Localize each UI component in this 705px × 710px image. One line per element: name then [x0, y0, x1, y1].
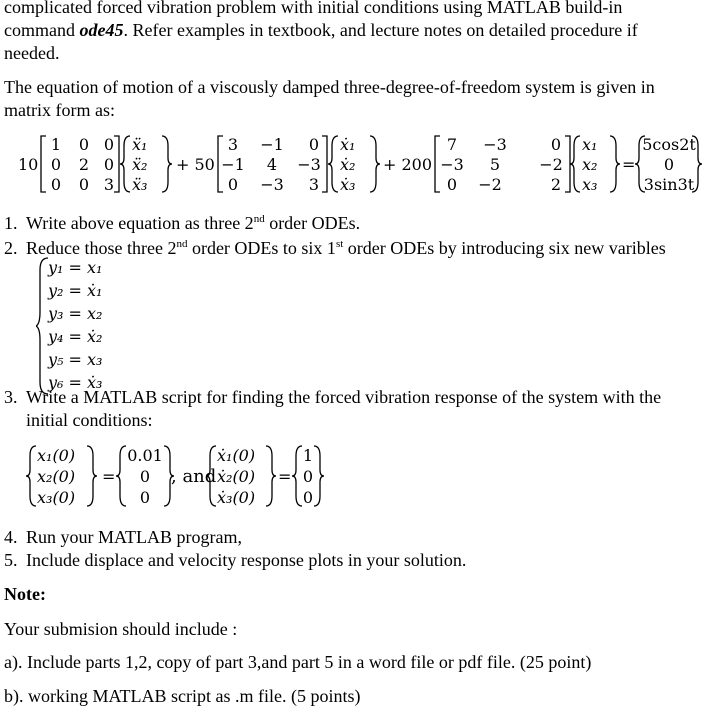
item-2-superscript-2: st [335, 238, 344, 250]
var-def-2: y₂ = ẋ₁ [48, 281, 103, 300]
item-1-superscript: nd [253, 213, 265, 225]
mass-cell: 0 [78, 135, 90, 154]
mass-cell: 0 [78, 175, 90, 194]
accel-entry: ẍ₂ [132, 155, 148, 174]
item-1-number: 1. [4, 213, 18, 233]
displacement-entry: x₁ [582, 135, 598, 154]
ic-equals-2: = [278, 467, 292, 486]
ic-vel-lhs: ẋ₃(0) [217, 488, 256, 507]
var-def-lhs: y₄ [48, 327, 64, 346]
velocity-entry: ẋ₁ [340, 135, 356, 154]
note-line-1: Your submision should include : [4, 619, 238, 639]
ode45-command: ode45 [79, 20, 124, 40]
displacement-entry: x₃ [582, 175, 598, 194]
item-5-text: Include displace and velocity response plots in your solution. [26, 550, 467, 570]
mass-cell: 1 [50, 135, 62, 154]
mass-cell: 0 [103, 155, 115, 174]
item-3 [4, 386, 661, 409]
note-line-3: b). working MATLAB script as .m file. (5 points) [4, 686, 361, 706]
accel-entry: ẍ₃ [132, 175, 148, 194]
ic-disp-lhs: x₁(0) [37, 446, 76, 465]
displacement-vector [582, 135, 597, 194]
var-def-lhs: y₆ [48, 373, 64, 392]
item-4 [4, 526, 242, 549]
intro-line-2-post: . Refer examples in textbook, and lecture notes on detailed procedure if [123, 20, 638, 40]
stiffness-cell: 0 [446, 175, 458, 194]
intro-line-2 [4, 19, 638, 42]
item-3-line-1: Write a MATLAB script for finding the forced vibration response of the system with the [26, 387, 662, 407]
item-2-superscript-1: nd [176, 238, 188, 250]
var-def-rhs: ẋ₁ [87, 281, 103, 300]
mass-cell: 0 [50, 155, 62, 174]
ic-disp-lhs: x₃(0) [37, 488, 76, 507]
var-def-6: y₆ = ẋ₃ [48, 373, 103, 392]
equals-sign: = [622, 155, 636, 174]
velocity-vector [340, 135, 355, 194]
ic-disp-value: 0 [139, 467, 151, 486]
var-def-rhs: x₃ [87, 350, 103, 369]
mass-coefficient: 10 [18, 155, 39, 174]
intro-line-2-pre: command [4, 20, 80, 40]
mass-cell: 2 [78, 155, 90, 174]
damping-matrix [221, 135, 321, 194]
velocity-entry: ẋ₃ [340, 175, 356, 194]
mass-cell: 0 [50, 175, 62, 194]
item-3-line-2: initial conditions: [26, 410, 153, 430]
initial-displacement-lhs [37, 446, 75, 507]
note-heading: Note: [4, 584, 46, 604]
mass-cell: 3 [103, 175, 115, 194]
item-4-text: Run your MATLAB program, [26, 527, 242, 547]
var-def-1: y₁ = x₁ [48, 258, 103, 277]
stiffness-cell: 7 [446, 135, 458, 154]
mass-matrix [51, 135, 114, 194]
damping-cell: −3 [260, 175, 284, 194]
var-def-rhs: x₁ [87, 258, 103, 277]
new-variables-system [36, 256, 156, 396]
force-entry: 3sin3t [643, 175, 695, 194]
var-def-3: y₃ = x₂ [48, 304, 103, 323]
damping-cell: 4 [266, 155, 278, 174]
ic-equals-1: = [102, 467, 116, 486]
ic-disp-value: 0 [139, 488, 151, 507]
velocity-entry: ẋ₂ [340, 155, 356, 174]
var-def-lhs: y₂ [48, 281, 64, 300]
stiffness-cell: −2 [478, 175, 502, 194]
stiffness-cell: 0 [550, 135, 562, 154]
damping-cell: −1 [221, 155, 245, 174]
equation-intro-line-1: The equation of motion of a viscously damped three-degree-of-freedom system is given in [4, 77, 655, 97]
item-1-text: Write above equation as three 2 [26, 213, 254, 233]
accel-entry: ẍ₁ [132, 135, 148, 154]
damping-cell: 0 [227, 175, 239, 194]
note-line-2: a). Include parts 1,2, copy of part 3,and part 5 in a word file or pdf file. (25 point) [4, 652, 592, 672]
item-5-number: 5. [4, 550, 18, 570]
stiffness-cell: −3 [440, 155, 464, 174]
stiffness-cell: 2 [550, 175, 562, 194]
ic-disp-value: 0.01 [127, 446, 163, 465]
var-def-lhs: y₁ [48, 258, 64, 277]
var-def-5: y₅ = x₃ [48, 350, 103, 369]
equation-of-motion [0, 128, 705, 202]
force-vector [642, 135, 696, 194]
intro-line-1: complicated forced vibration problem with initial conditions using MATLAB build-in [4, 0, 623, 17]
ic-vel-lhs: ẋ₁(0) [217, 446, 256, 465]
item-1 [4, 208, 360, 235]
damping-cell: −1 [260, 135, 284, 154]
damping-cell: 3 [308, 175, 320, 194]
initial-conditions [0, 440, 705, 514]
ic-vel-value: 1 [302, 446, 314, 465]
stiffness-cell: −3 [483, 135, 507, 154]
force-entry: 5cos2t [642, 135, 696, 154]
damping-cell: −3 [297, 155, 321, 174]
acceleration-vector [132, 135, 147, 194]
ic-vel-value: 0 [302, 488, 314, 507]
displacement-entry: x₂ [582, 155, 598, 174]
stiffness-cell: −2 [539, 155, 563, 174]
item-3-number: 3. [4, 387, 18, 407]
item-4-number: 4. [4, 527, 18, 547]
item-1-text-end: order ODEs. [264, 213, 361, 233]
var-def-lhs: y₅ [48, 350, 64, 369]
item-5 [4, 549, 466, 572]
equation-intro-line-2: matrix form as: [4, 100, 115, 120]
damping-coefficient: + 50 [176, 155, 215, 174]
initial-velocity-rhs [303, 446, 313, 507]
damping-cell: 0 [308, 135, 320, 154]
initial-displacement-rhs [127, 446, 163, 507]
ic-vel-lhs: ẋ₂(0) [217, 467, 256, 486]
item-2-text-mid: order ODEs to six 1 [187, 238, 336, 258]
var-def-rhs: x₂ [87, 304, 103, 323]
var-def-rhs: ẋ₃ [87, 373, 103, 392]
mass-cell: 0 [103, 135, 115, 154]
item-2-text: Reduce those three 2 [26, 238, 177, 258]
ic-disp-lhs: x₂(0) [37, 467, 76, 486]
initial-velocity-lhs [217, 446, 255, 507]
damping-cell: 3 [227, 135, 239, 154]
item-2-number: 2. [4, 238, 18, 258]
stiffness-coefficient: + 200 [383, 155, 433, 174]
item-2-text-end: order ODEs by introducing six new varibles [343, 238, 666, 258]
ic-and: , and [171, 466, 217, 487]
var-def-lhs: y₃ [48, 304, 64, 323]
var-def-rhs: ẋ₂ [87, 327, 103, 346]
var-def-4: y₄ = ẋ₂ [48, 327, 103, 346]
stiffness-matrix [440, 135, 563, 194]
force-entry: 0 [663, 155, 675, 174]
intro-line-3: needed. [4, 43, 60, 63]
stiffness-cell: 5 [489, 155, 501, 174]
ic-vel-value: 0 [302, 467, 314, 486]
